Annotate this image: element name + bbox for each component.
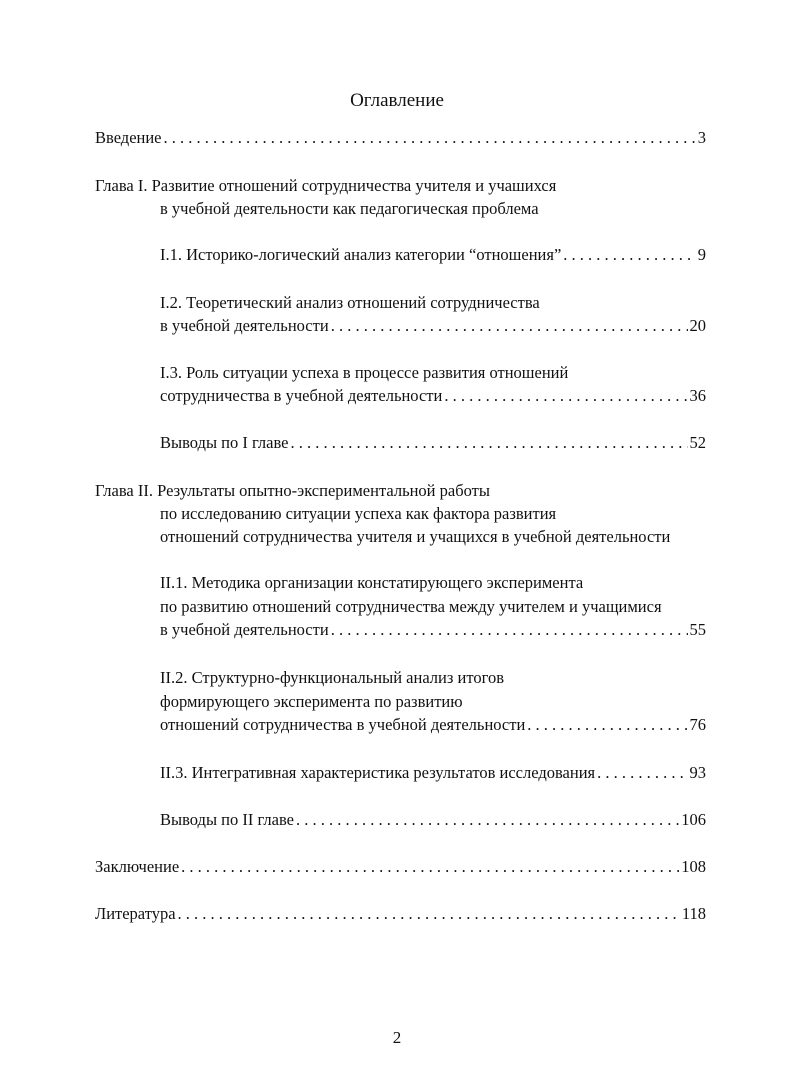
toc-page-number: 76 bbox=[689, 715, 706, 734]
toc-entry-text: Заключение bbox=[95, 857, 180, 876]
toc-entry-literature[interactable] bbox=[95, 904, 706, 924]
toc-page-number: 3 bbox=[697, 128, 706, 147]
dot-leader bbox=[331, 620, 688, 640]
toc-entry-text: Выводы по I главе bbox=[160, 433, 289, 452]
toc-entry-conclusion[interactable] bbox=[95, 857, 706, 877]
toc-page-number: 36 bbox=[689, 386, 706, 405]
toc-entry-2-2-line1[interactable]: II.2. Структурно-функциональный анализ итогов bbox=[160, 668, 504, 687]
toc-entry-text: сотрудничества в учебной деятельности bbox=[160, 386, 443, 405]
dot-leader bbox=[290, 433, 687, 453]
toc-entry-1-3[interactable] bbox=[160, 386, 706, 406]
toc-page-number: 118 bbox=[681, 904, 706, 923]
chapter-heading[interactable]: Глава I. Развитие отношений сотрудничества учителя и учашихся bbox=[95, 176, 557, 195]
chapter-heading-cont: в учебной деятельности как педагогическая проблема bbox=[160, 199, 539, 218]
dot-leader bbox=[178, 904, 680, 924]
toc-entry-chapter1-conclusions[interactable] bbox=[160, 433, 706, 453]
toc-entry-1-1[interactable] bbox=[160, 245, 706, 265]
toc-entry-text: Введение bbox=[95, 128, 162, 147]
toc-entry-text: I.1. Историко-логический анализ категории “отношения” bbox=[160, 245, 562, 264]
toc-page-number: 108 bbox=[681, 857, 706, 876]
toc-entry-1-3-line1[interactable]: I.3. Роль ситуации успеха в процессе развития отношений bbox=[160, 363, 569, 382]
dot-leader bbox=[444, 386, 687, 406]
dot-leader bbox=[164, 128, 696, 148]
toc-entry-2-1-line2: по развитию отношений сотрудничества между учителем и учащимися bbox=[160, 597, 662, 616]
toc-entry-1-2[interactable] bbox=[160, 316, 706, 336]
toc-entry-text: II.3. Интегративная характеристика результатов исследования bbox=[160, 763, 596, 782]
toc-page-number: 55 bbox=[689, 620, 706, 639]
toc-entry-text: в учебной деятельности bbox=[160, 316, 329, 335]
toc-entry-text: Выводы по II главе bbox=[160, 810, 294, 829]
chapter-heading[interactable]: Глава II. Результаты опытно-экспериментальной работы bbox=[95, 481, 490, 500]
toc-page-number: 52 bbox=[689, 433, 706, 452]
dot-leader bbox=[563, 245, 695, 265]
toc-page-number: 9 bbox=[697, 245, 706, 264]
toc-entry-1-2-line1[interactable]: I.2. Теоретический анализ отношений сотрудничества bbox=[160, 293, 540, 312]
dot-leader bbox=[296, 810, 679, 830]
toc-entry-2-3[interactable] bbox=[160, 763, 706, 783]
toc-entry-2-1[interactable] bbox=[160, 620, 706, 640]
toc-entry-text: Литература bbox=[95, 904, 176, 923]
page-title: Оглавление bbox=[350, 90, 444, 111]
dot-leader bbox=[331, 316, 688, 336]
dot-leader bbox=[597, 763, 687, 783]
chapter-heading-cont: по исследованию ситуации успеха как фактора развития bbox=[160, 504, 557, 523]
toc-entry-2-2[interactable] bbox=[160, 715, 706, 735]
toc-page-number: 20 bbox=[689, 316, 706, 335]
toc-entry-text: в учебной деятельности bbox=[160, 620, 329, 639]
toc-page-number: 93 bbox=[689, 763, 706, 782]
dot-leader bbox=[181, 857, 679, 877]
toc-entry-intro[interactable] bbox=[95, 128, 706, 148]
page-number: 2 bbox=[392, 1028, 402, 1047]
toc-entry-2-1-line1[interactable]: II.1. Методика организации констатирующего эксперимента bbox=[160, 573, 584, 592]
toc-entry-2-2-line2: формирующего эксперимента по развитию bbox=[160, 692, 463, 711]
dot-leader bbox=[527, 715, 687, 735]
chapter-heading-cont: отношений сотрудничества учителя и учащихся в учебной деятельности bbox=[160, 527, 671, 546]
toc-page-number: 106 bbox=[681, 810, 706, 829]
toc-entry-text: отношений сотрудничества в учебной деятельности bbox=[160, 715, 526, 734]
toc-entry-chapter2-conclusions[interactable] bbox=[160, 810, 706, 830]
